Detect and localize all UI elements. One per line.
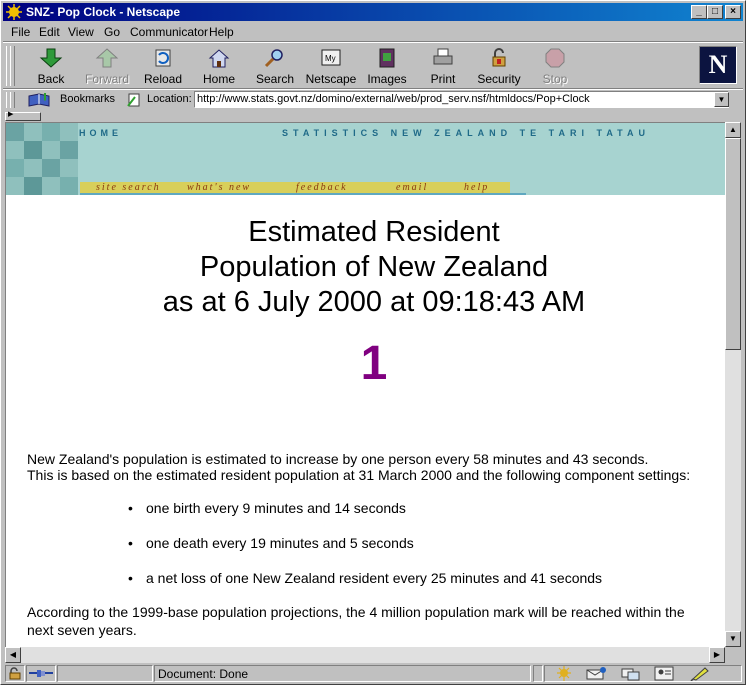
- maximize-button[interactable]: □: [707, 5, 723, 19]
- menu-go[interactable]: Go: [104, 25, 121, 39]
- netscape-logo[interactable]: N: [699, 46, 737, 84]
- bookmarks-button[interactable]: Bookmarks: [60, 93, 116, 105]
- reload-button[interactable]: [135, 47, 191, 87]
- nav-site-search[interactable]: site search: [96, 182, 161, 193]
- print-icon: [431, 47, 455, 69]
- stop-icon: [543, 47, 567, 69]
- address-book-icon[interactable]: [653, 666, 675, 681]
- close-button[interactable]: ×: [725, 5, 741, 19]
- status-bar: [3, 664, 743, 683]
- my-netscape-button[interactable]: [303, 47, 359, 87]
- my-netscape-icon: [319, 47, 343, 69]
- list-item: [128, 535, 414, 551]
- images-label: Images: [367, 72, 407, 86]
- nav-feedback[interactable]: feedback: [296, 182, 348, 193]
- title-bar[interactable]: [3, 3, 743, 21]
- security-status-panel[interactable]: [5, 665, 25, 682]
- horizontal-scrollbar[interactable]: [5, 647, 725, 663]
- population-counter: 1: [360, 337, 388, 390]
- back-label: Back: [37, 72, 65, 86]
- location-bar: [3, 90, 743, 110]
- window-title: SNZ- Pop Clock - Netscape: [26, 5, 181, 19]
- stats-nz-banner: [6, 123, 726, 195]
- banner-title: STATISTICS NEW ZEALAND TE TARI TATAU: [282, 128, 650, 138]
- scroll-down-button[interactable]: ▼: [725, 631, 741, 647]
- bullet-dot: •: [128, 570, 133, 586]
- location-label: Location:: [147, 93, 192, 105]
- forward-button[interactable]: [79, 47, 135, 87]
- menu-communicator[interactable]: Communicator: [130, 25, 209, 39]
- list-item: [128, 570, 602, 586]
- print-label: Print: [430, 72, 456, 86]
- images-icon: [375, 47, 399, 69]
- security-label: Security: [477, 72, 521, 86]
- stop-button[interactable]: [527, 47, 583, 87]
- heading-line-2: Population of New Zealand: [199, 251, 549, 283]
- bullet-dot: •: [128, 535, 133, 551]
- nav-whats-new[interactable]: what's new: [187, 182, 252, 193]
- bullet-text-migration: a net loss of one New Zealand resident every 25 minutes and 41 seconds: [146, 570, 603, 586]
- collapsed-tab-arrow-icon: ▶: [8, 111, 14, 118]
- menu-file[interactable]: File: [11, 25, 31, 39]
- unlocked-padlock-icon: [8, 667, 22, 680]
- reload-label: Reload: [143, 72, 183, 86]
- search-label: Search: [255, 72, 295, 86]
- menu-bar: [3, 23, 743, 41]
- status-message: Document: Done: [158, 667, 249, 681]
- list-item: [128, 500, 406, 516]
- banner-home-link[interactable]: HOME: [79, 128, 122, 138]
- bullet-text-births: one birth every 9 minutes and 14 seconds: [146, 500, 406, 516]
- scroll-corner: [725, 647, 741, 663]
- search-button[interactable]: [247, 47, 303, 87]
- personal-toolbar-collapsed[interactable]: [3, 111, 743, 121]
- stop-label: Stop: [542, 72, 568, 86]
- back-arrow-icon: [39, 47, 63, 69]
- composer-component-icon[interactable]: [690, 666, 712, 681]
- discussion-groups-icon[interactable]: [620, 666, 642, 681]
- page-content: [5, 122, 726, 648]
- scroll-right-button[interactable]: ▶: [709, 647, 725, 663]
- location-grip-2[interactable]: [10, 92, 15, 108]
- mail-component-icon[interactable]: [585, 666, 607, 681]
- menu-edit[interactable]: Edit: [39, 25, 60, 39]
- heading-line-1: Estimated Resident: [248, 216, 500, 248]
- banner-nav-strip: [80, 182, 510, 193]
- forward-arrow-icon: [95, 47, 119, 69]
- connection-status-panel: [26, 665, 56, 682]
- stats-nz-tile-logo[interactable]: [6, 123, 78, 195]
- progress-panel: [57, 665, 153, 682]
- bullet-text-deaths: one death every 19 minutes and 5 seconds: [146, 535, 414, 551]
- menu-view[interactable]: View: [68, 25, 94, 39]
- search-icon: [263, 47, 287, 69]
- heading-line-3: as at 6 July 2000 at 09:18:43 AM: [162, 286, 586, 318]
- scroll-left-button[interactable]: ◀: [5, 647, 21, 663]
- navigation-toolbar: [3, 43, 743, 89]
- home-label: Home: [202, 72, 235, 86]
- scroll-up-button[interactable]: ▲: [725, 122, 741, 138]
- toolbar-grip-2[interactable]: [10, 46, 15, 86]
- minimize-button[interactable]: _: [691, 5, 707, 19]
- back-button[interactable]: [23, 47, 79, 87]
- bullet-dot: •: [128, 500, 133, 516]
- status-divider: [533, 665, 543, 682]
- projection-line-2: next seven years.: [27, 622, 137, 638]
- connection-plug-icon: [29, 669, 53, 678]
- svg-text:My: My: [325, 54, 336, 63]
- security-lock-icon: [487, 47, 511, 69]
- collapsed-toolbar-tab[interactable]: [5, 112, 41, 121]
- netscape-label: Netscape: [305, 72, 357, 86]
- projection-line-1: According to the 1999-base population projections, the 4 million population mark will be reached within the: [27, 604, 685, 620]
- page-proxy-icon[interactable]: [126, 92, 142, 108]
- banner-underline: [80, 193, 526, 195]
- reload-icon: [151, 47, 175, 69]
- home-button[interactable]: [191, 47, 247, 87]
- navigator-component-icon[interactable]: [555, 666, 573, 681]
- print-button[interactable]: [415, 47, 471, 87]
- netscape-app-icon: [6, 4, 22, 20]
- location-url-field[interactable]: http://www.stats.govt.nz/domino/external/web/prod_serv.nsf/htmldocs/Pop+Clock: [194, 91, 729, 108]
- scroll-thumb[interactable]: [725, 138, 741, 350]
- component-bar: [544, 665, 742, 682]
- page-heading: [6, 215, 726, 320]
- bookmarks-icon[interactable]: [27, 92, 53, 108]
- security-button[interactable]: [471, 47, 527, 87]
- nav-help[interactable]: help: [464, 182, 490, 193]
- vertical-scrollbar[interactable]: [725, 122, 741, 647]
- forward-label: Forward: [84, 72, 129, 86]
- home-icon: [207, 47, 231, 69]
- images-button[interactable]: [359, 47, 415, 87]
- nav-email[interactable]: email: [396, 182, 429, 193]
- location-dropdown-button[interactable]: ▼: [714, 92, 729, 107]
- intro-line-1: New Zealand's population is estimated to increase by one person every 58 minutes and 43 seconds.: [27, 451, 649, 467]
- intro-line-2: This is based on the estimated resident population at 31 March 2000 and the following component settings:: [27, 467, 691, 483]
- menu-help[interactable]: Help: [209, 25, 234, 39]
